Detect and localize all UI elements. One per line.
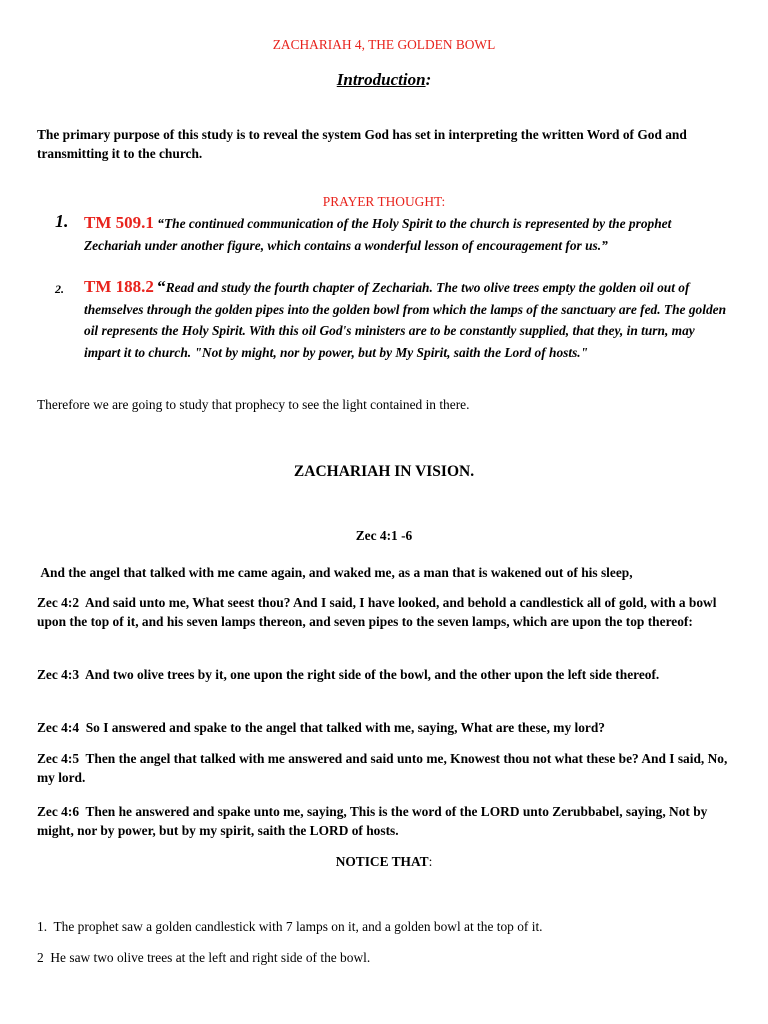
prayer-item-1-quote: “The continued communication of the Holy Spirit to the church is represented by the prophet Zechariah under another figure, which contains a wonderful lesson of encouragement for us.” — [84, 216, 672, 253]
prayer-item-1-number: 1. — [55, 211, 69, 231]
introduction-label: Introduction — [336, 70, 426, 89]
verse-4-5: Zec 4:5 Then the angel that talked with me answered and said unto me, Knowest thou not what these be? And I said, No, my lord. — [37, 751, 731, 785]
notice-point-2: 2 He saw two olive trees at the left and right side of the bowl. — [37, 950, 371, 965]
verse-4-4: Zec 4:4 So I answered and spake to the angel that talked with me, saying, What are these, my lord? — [37, 720, 605, 735]
notice-heading — [0, 854, 768, 870]
prayer-item-2-ref: TM 188.2 — [84, 277, 154, 296]
document-title: ZACHARIAH 4, THE GOLDEN BOWL — [272, 37, 496, 52]
vision-reference: Zec 4:1 -6 — [355, 528, 413, 543]
verse-4-6: Zec 4:6 Then he answered and spake unto me, saying, This is the word of the LORD unto Zerubbabel, saying, Not by might, nor by power, but by my spirit, saith the LORD of hosts. — [37, 804, 711, 838]
therefore-paragraph: Therefore we are going to study that prophecy to see the light contained in there. — [37, 397, 470, 412]
prayer-item-1 — [84, 212, 729, 256]
notice-colon: : — [428, 854, 433, 869]
notice-point-1: 1. The prophet saw a golden candlestick with 7 lamps on it, and a golden bowl at the top of it. — [37, 919, 543, 934]
purpose-paragraph: The primary purpose of this study is to reveal the system God has set in interpreting the written Word of God and transmitting it to the church. — [37, 127, 687, 161]
prayer-item-2-open-quote: “ — [157, 277, 166, 296]
prayer-heading: PRAYER THOUGHT: — [322, 194, 446, 209]
verse-4-3: Zec 4:3 And two olive trees by it, one upon the right side of the bowl, and the other upon the left side thereof. — [37, 667, 660, 682]
verse-4-1: And the angel that talked with me came again, and waked me, as a man that is wakened out of his sleep, — [37, 565, 633, 580]
prayer-item-2-quote: Read and study the fourth chapter of Zechariah. The two olive trees empty the golden oil out of themselves through the golden pipes into the golden bowl from which the lamps of the sanctuary are fed. The golden oil represents the Holy Spirit. With this oil God's ministers are to be constantly supplied, that they, in turn, may impart it to church. "Not by might, nor by power, but by My Spirit, saith the Lord of hosts." — [84, 280, 727, 360]
verse-4-2: Zec 4:2 And said unto me, What seest thou? And I said, I have looked, and behold a candlestick all of gold, with a bowl upon the top of it, and his seven lamps thereon, and seven pipes to the seven lamps, which are upon the top thereof: — [37, 595, 720, 629]
introduction-colon: : — [425, 70, 432, 89]
prayer-item-2-number: 2. — [55, 282, 64, 296]
notice-label: NOTICE THAT — [335, 854, 429, 869]
introduction-heading — [0, 70, 768, 90]
vision-heading: ZACHARIAH IN VISION. — [293, 463, 475, 480]
prayer-item-2 — [84, 276, 729, 363]
prayer-item-1-ref: TM 509.1 — [84, 213, 154, 232]
